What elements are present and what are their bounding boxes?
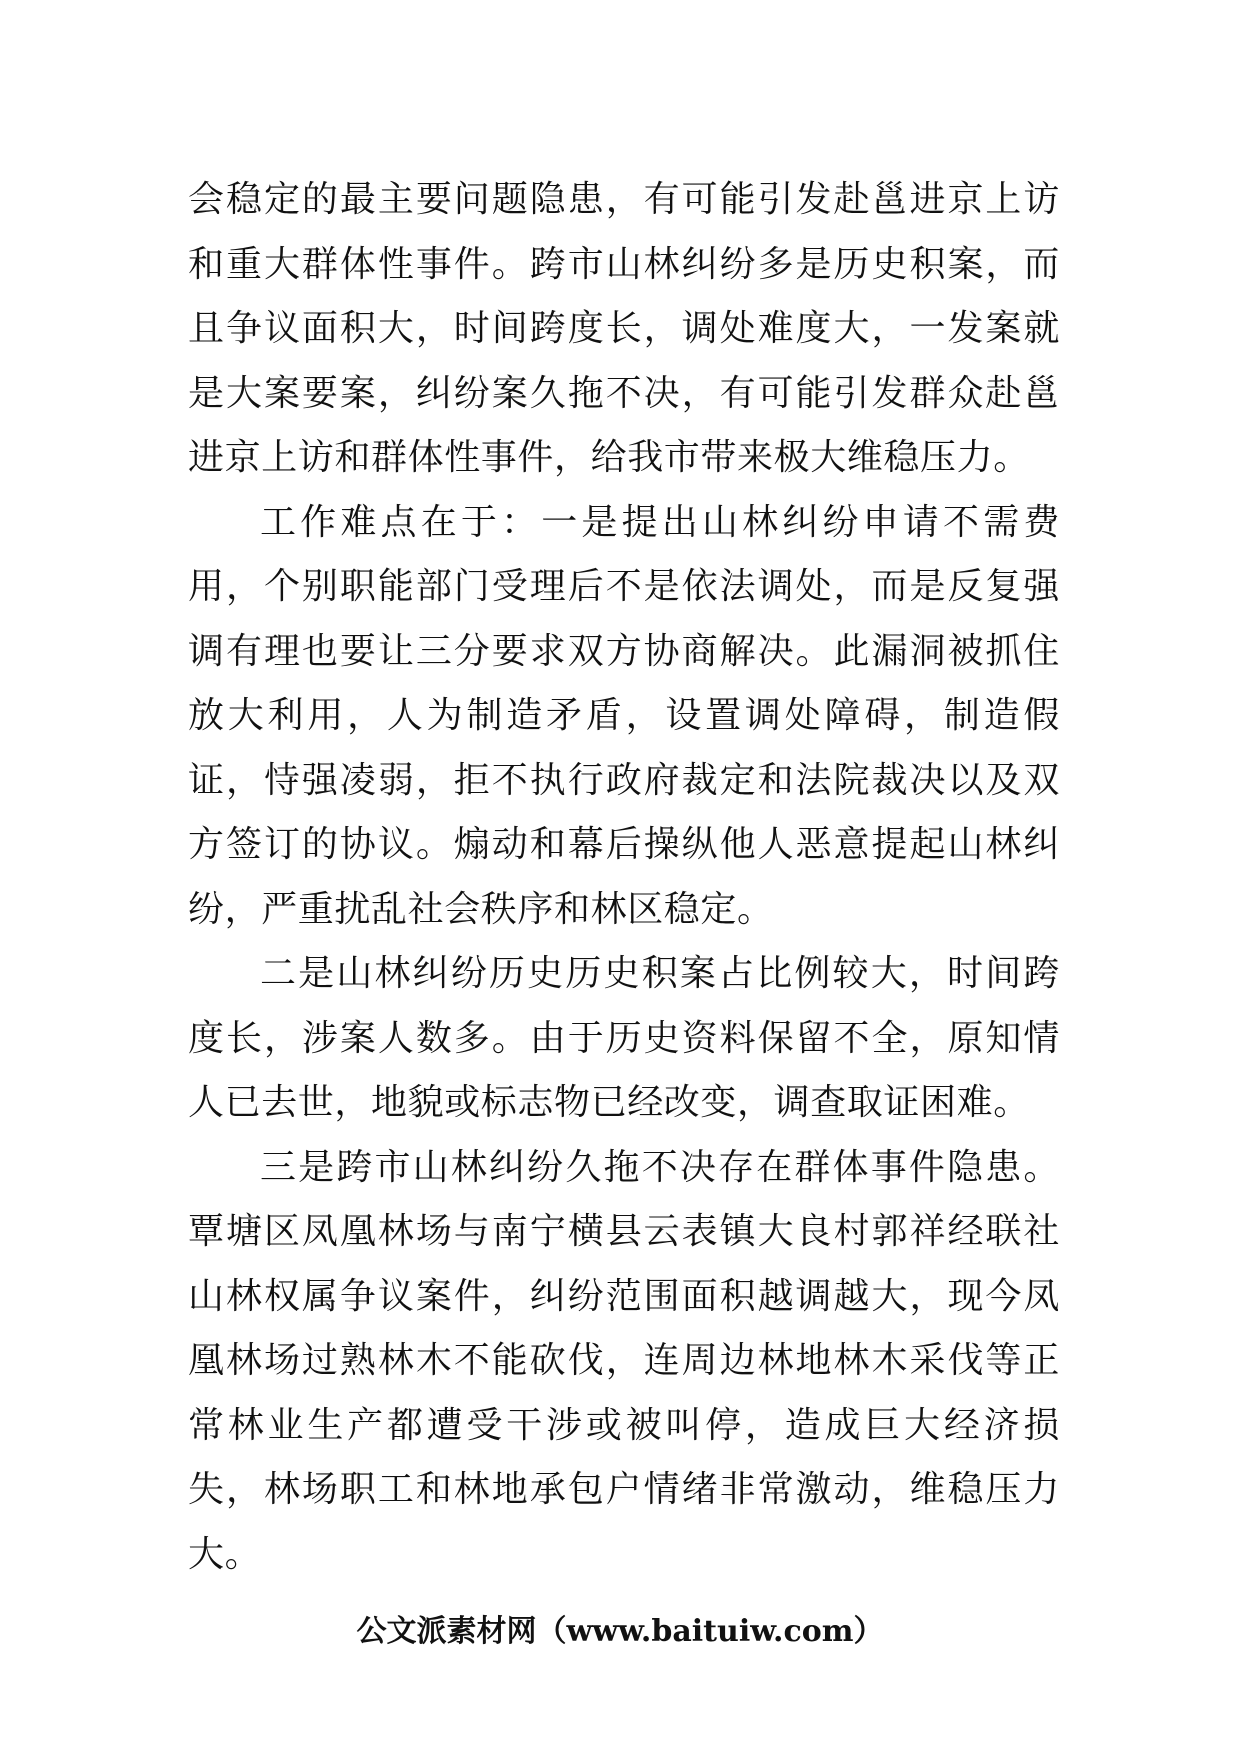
footer-watermark-text: 公文派素材网（www.baituiw.com） xyxy=(356,1614,884,1649)
paragraph-work-difficulties: 工作难点在于：一是提出山林纠纷申请不需费用，个别职能部门受理后不是依法调处，而是反复强调有理也要让三分要求双方协商解决。此漏洞被抓住放大利用，人为制造矛盾，设置调处障碍，制造假证，恃强凌弱，拒不执行政府裁定和法院裁决以及双方签订的协议。煽动和幕后操纵他人恶意提起山林纠纷，严重扰乱社会秩序和林区稳定。 xyxy=(188,501,1060,930)
document-body xyxy=(188,168,1060,1587)
paragraph-continuation: 会稳定的最主要问题隐患，有可能引发赴邕进京上访和重大群体性事件。跨市山林纠纷多是历史积案，而且争议面积大，时间跨度长，调处难度大，一发案就是大案要案，纠纷案久拖不决，有可能引发群众赴邕进京上访和群体性事件，给我市带来极大维稳压力。 xyxy=(188,179,1060,478)
paragraph-historical-cases: 二是山林纠纷历史历史积案占比例较大，时间跨度长，涉案人数多。由于历史资料保留不全，原知情人已去世，地貌或标志物已经改变，调查取证困难。 xyxy=(188,953,1060,1123)
paragraph-cross-city-disputes: 三是跨市山林纠纷久拖不决存在群体事件隐患。覃塘区凤凰林场与南宁横县云表镇大良村郭祥经联社山林权属争议案件，纠纷范围面积越调越大，现今凤凰林场过熟林木不能砍伐，连周边林地林木采伐等正常林业生产都遭受干涉或被叫停，造成巨大经济损失，林场职工和林地承包户情绪非常激动，维稳压力大。 xyxy=(188,1146,1060,1575)
